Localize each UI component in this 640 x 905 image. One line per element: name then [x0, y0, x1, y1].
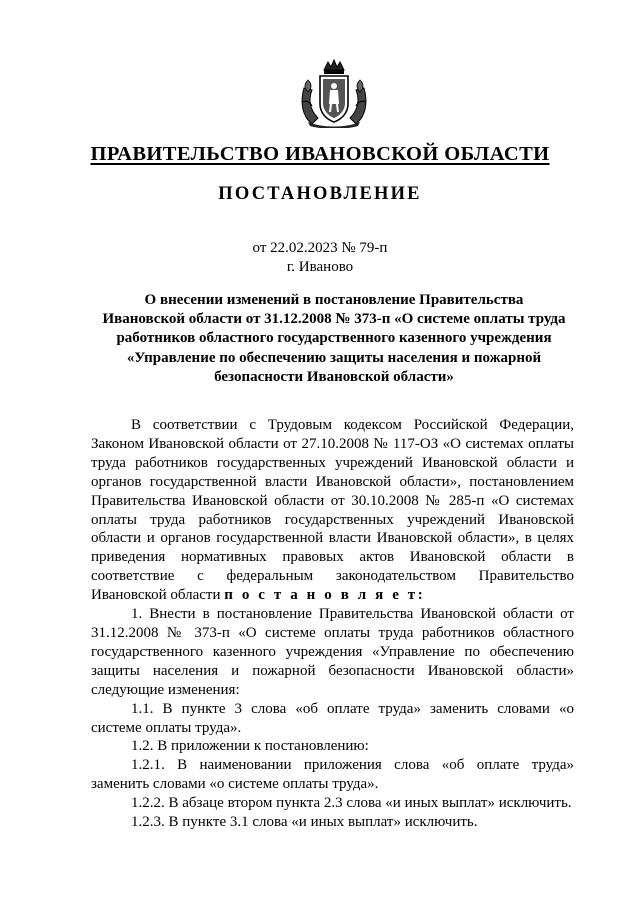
subject-line: работников областного государственного казенного учреждения [116, 330, 552, 347]
item-1-2: 1.2. В приложении к постановлению: [131, 738, 369, 755]
government-name-heading: ПРАВИТЕЛЬСТВО ИВАНОВСКОЙ ОБЛАСТИ [90, 143, 550, 165]
item-1: 1. Внести в постановление Правительства Ивановской области от 31.12.2008 № 373-п «О системе оплаты труда работников областного государственного казенного учреждения «Управление по обеспечению защиты населения и пожарной безопасности Ивановской области» следующие изменения: [91, 606, 574, 698]
subject-line: О внесении изменений в постановление Правительства [144, 292, 524, 308]
item-1-1: 1.1. В пункте 3 слова «об оплате труда» заменить словами «о системе оплаты труда». [91, 700, 574, 736]
item-1-2-3: 1.2.3. В пункте 3.1 слова «и иных выплат» исключить. [131, 814, 478, 831]
coat-of-arms-icon [298, 58, 370, 128]
item-1-2-1: 1.2.1. В наименовании приложения слова «об оплате труда» заменить словами «о системе оплаты труда». [91, 757, 574, 793]
preamble-text: В соответствии с Трудовым кодексом Российской Федерации, Законом Ивановской области от 27.10.2008 № 117-ОЗ «О системах оплаты труда работников государственных учреждений Ивановской области и органов государственной власти Ивановской области», постановлением Правительства Ивановской области от 30.10.2008 № 285-п «О системах оплаты труда работников государственных учреждений Ивановской области и органов государственной власти Ивановской области», в целях приведения нормативных правовых актов Ивановской области в соответствие с федеральным законодательством Правительство Ивановской области [91, 417, 574, 604]
subject-line: «Управление по обеспечению защиты населения и пожарной [126, 349, 542, 366]
date-number: от 22.02.2023 № 79-п [252, 240, 388, 256]
resolves-phrase: п о с т а н о в л я е т: [224, 587, 426, 604]
document-body [91, 416, 574, 832]
subject-line: Ивановской области от 31.12.2008 № 373-п «О системе оплаты труда [102, 311, 566, 328]
document-type-heading: ПОСТАНОВЛЕНИЕ [218, 184, 422, 204]
document-subject [96, 291, 572, 387]
city: г. Иваново [286, 259, 354, 275]
item-1-2-2: 1.2.2. В абзаце втором пункта 2.3 слова «и иных выплат» исключить. [131, 795, 572, 812]
preamble-paragraph [91, 416, 574, 605]
subject-line: безопасности Ивановской области» [214, 368, 454, 385]
